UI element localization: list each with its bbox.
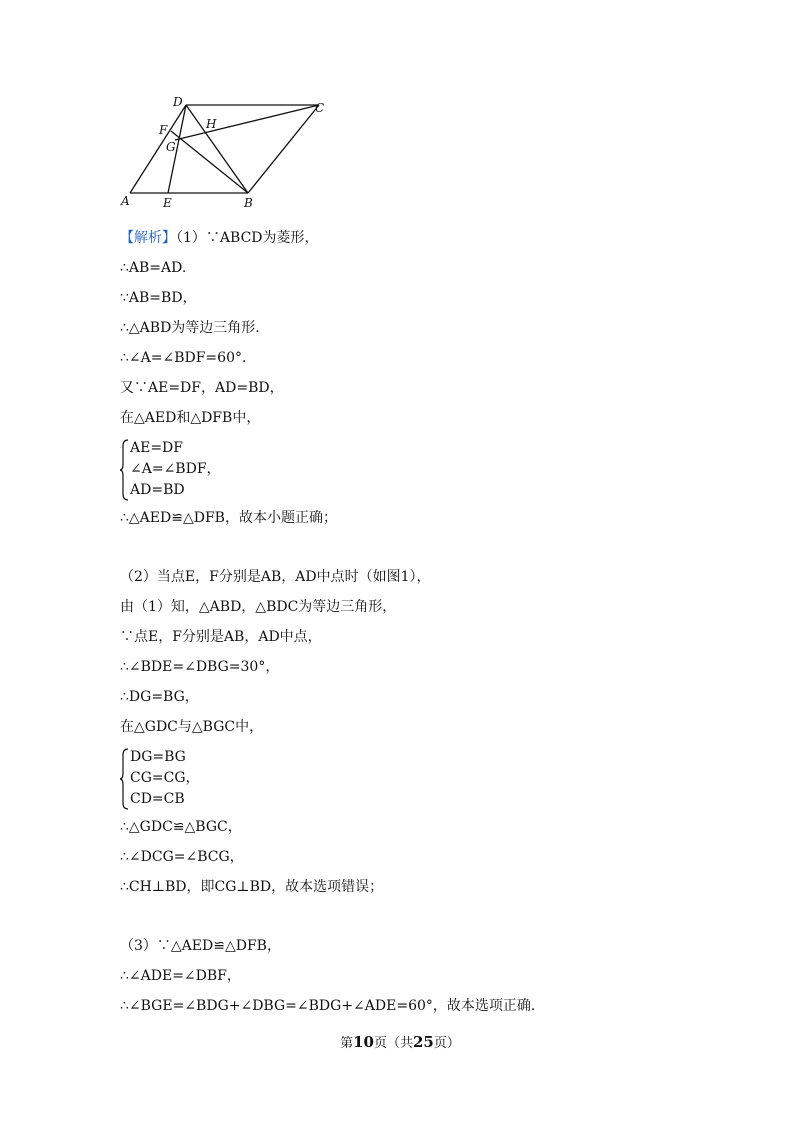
label-B: B: [244, 196, 253, 210]
part1-line5: ∴∠A=∠BDF=60°．: [120, 350, 256, 366]
segment-BF: [171, 131, 248, 193]
label-G: G: [166, 140, 176, 154]
part2-line4: ∴∠BDE=∠DBG=30°，: [120, 659, 280, 675]
part1-line6: 又∵AE=DF，AD=BD，: [120, 380, 284, 396]
part3-line2: ∴∠ADE=∠DBF，: [120, 968, 241, 984]
part1-line1: （1）∵ABCD为菱形，: [176, 230, 319, 246]
label-C: C: [315, 101, 325, 115]
segment-CG: [175, 105, 319, 140]
footer-prefix: 第: [340, 1036, 354, 1051]
part2-line6: 在△GDC与△BGC中，: [120, 719, 264, 735]
system1-eq3: AD=BD: [130, 482, 185, 498]
label-A: A: [121, 194, 130, 208]
equation-system-2: [120, 747, 740, 811]
part1-line3: ∵AB=BD，: [120, 290, 197, 306]
page-number: 10: [353, 1033, 374, 1051]
solution-line: [120, 228, 740, 258]
geometry-figure: [118, 92, 338, 217]
part3-line1: （3）∵△AED≌△DFB，: [120, 938, 281, 954]
part3-line3: ∴∠BGE=∠BDG+∠DBG=∠BDG+∠ADE=60°，故本选项正确.: [120, 998, 536, 1014]
label-D: D: [173, 95, 183, 109]
analysis-tag: 【解析】: [120, 230, 176, 246]
part2-line1: （2）当点E，F分别是AB，AD中点时（如图1），: [120, 569, 431, 585]
solution-text: [120, 228, 740, 1026]
part1-line7: 在△AED和△DFB中，: [120, 410, 261, 426]
total-pages: 25: [413, 1033, 434, 1051]
footer-suffix: 页）: [433, 1036, 460, 1051]
label-F: F: [159, 123, 168, 137]
spacer: [120, 538, 740, 567]
segment-BC: [248, 105, 319, 193]
segment-BD: [186, 105, 248, 193]
part2-line9: ∴CH⊥BD，即CG⊥BD，故本选项错误；: [120, 879, 384, 895]
system2-eq1: DG=BG: [130, 749, 186, 765]
label-E: E: [163, 196, 172, 210]
page-footer: [0, 1032, 800, 1051]
brace-icon: [120, 747, 130, 811]
brace-icon: [120, 438, 130, 502]
part1-line2: ∴AB=AD.: [120, 260, 187, 276]
spacer: [120, 907, 740, 936]
part2-line2: 由（1）知，△ABD，△BDC为等边三角形，: [120, 599, 397, 615]
system2-eq2: CG=CG，: [130, 770, 200, 786]
part1-line8: ∴△AED≌△DFB，故本小题正确；: [120, 510, 337, 526]
part2-line7: ∴△GDC≌△BGC，: [120, 819, 242, 835]
equation-system-1: [120, 438, 740, 502]
part2-line3: ∵点E，F分别是AB，AD中点，: [120, 629, 322, 645]
rhombus-diagram: [118, 92, 338, 217]
part1-line4: ∴△ABD为等边三角形.: [120, 320, 260, 336]
part2-line5: ∴DG=BG，: [120, 689, 199, 705]
system2-eq3: CD=CB: [130, 791, 185, 807]
part2-line8: ∴∠DCG=∠BCG，: [120, 849, 244, 865]
system1-eq1: AE=DF: [130, 440, 183, 456]
footer-middle: 页（共: [373, 1036, 413, 1051]
label-H: H: [206, 117, 217, 131]
system1-eq2: ∠A=∠BDF，: [130, 461, 221, 477]
